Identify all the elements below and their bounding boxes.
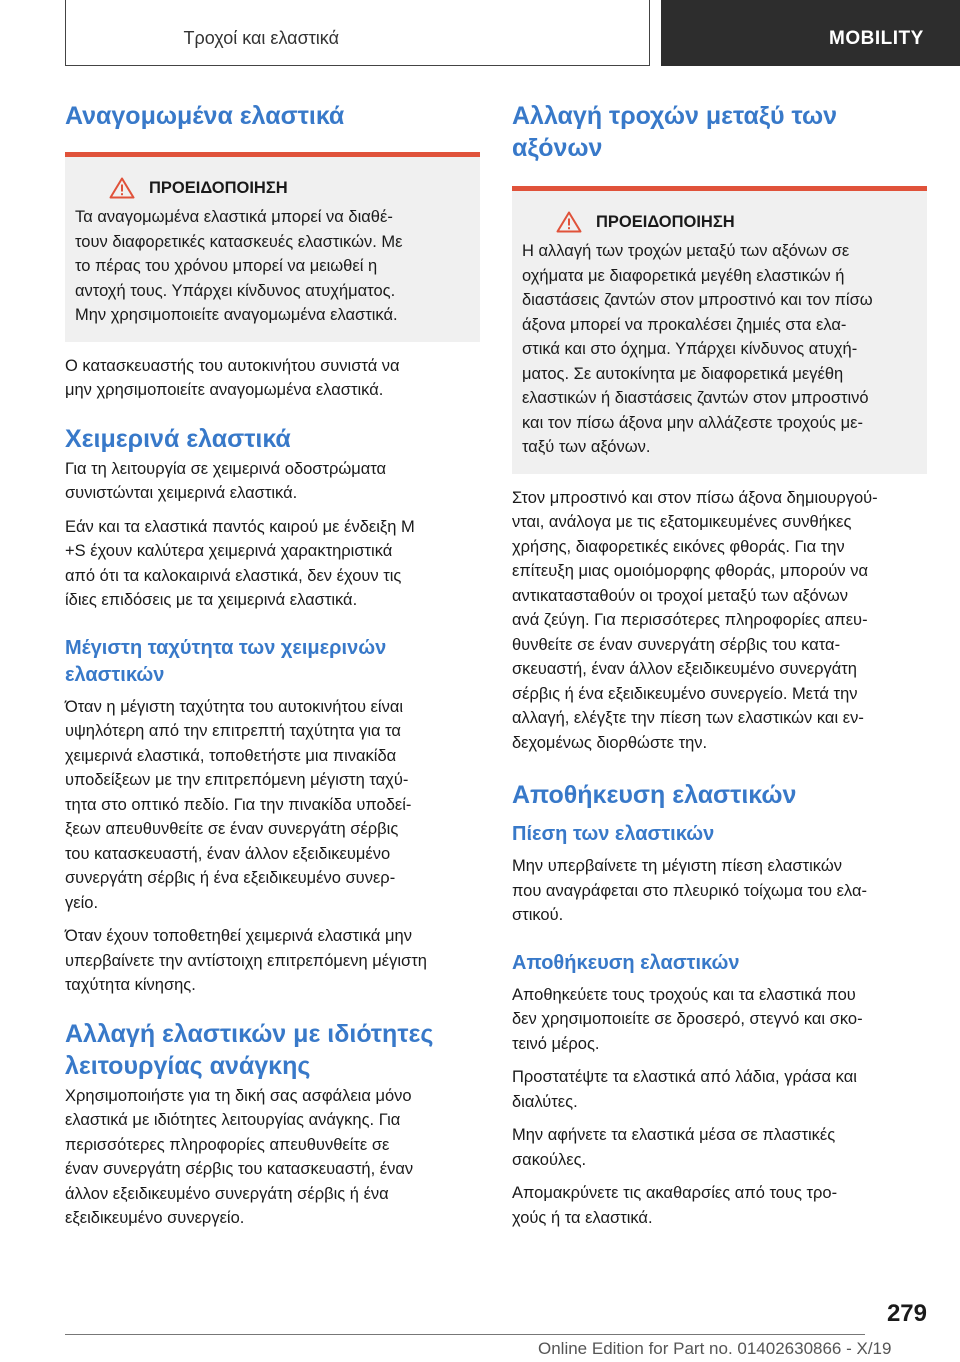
paragraph: Προστατέψτε τα ελαστικά από λάδια, γράσα και διαλύτες. (512, 1068, 857, 1111)
warning-header (522, 211, 913, 233)
heading-tire-storage: Αποθήκευση ελαστικών (512, 781, 797, 809)
left-column (65, 100, 480, 1240)
heading-retreaded-tires: Αναγομωμένα ελαστικά (65, 102, 345, 130)
paragraph: Ο κατασκευαστής του αυτοκινήτου συνιστά να μην χρησιμοποιείτε αναγομωμένα ελαστικά. (65, 356, 400, 399)
heading-tire-storage-sub: Αποθήκευση ελαστικών (512, 951, 740, 974)
paragraph: Απομακρύνετε τις ακαθαρσίες από τους τρο- χούς ή τα ελαστικά. (512, 1184, 838, 1227)
warning-triangle-icon (556, 211, 582, 233)
heading-run-flat-tires: Αλλαγή ελαστικών με ιδιότητες λειτουργίας ανάγκης (65, 1019, 434, 1080)
paragraph: Για τη λειτουργία σε χειμερινά οδοστρώματα συνιστώνται χειμερινά ελαστικά. (65, 459, 387, 502)
heading-wheel-rotation: Αλλαγή τροχών μεταξύ των αξόνων (512, 102, 837, 162)
warning-text: Τα αναγομωμένα ελαστικά μπορεί να διαθέ- τουν διαφορετικές κατασκευές ελαστικών. Με το πέρας του χρόνου μπορεί να μειωθεί η αντοχή τους. Υπάρχει κίνδυνος ατυχήματος. Μην χρησιμοποιείτε αναγομωμένα ελαστικά. (75, 208, 403, 324)
warning-triangle-icon (109, 177, 135, 199)
warning-title: ΠΡΟΕΙΔΟΠΟΙΗΣΗ (596, 212, 735, 231)
right-column (512, 100, 927, 1239)
paragraph: Όταν η μέγιστη ταχύτητα του αυτοκινήτου είναι υψηλότερη από την επιτρεπτή ταχύτητα για τα χειμερινά ελαστικά, τοποθετήστε μια πινακίδα υποδείξεων με την επιτρεπόμενη μέγιστη ταχύ- τητα στο οπτικό πεδίο. Για την πινακίδα υποδεί- ξεων απευθυνθείτε σε έναν συνεργάτη σέρβις του κατασκευαστή, έναν άλλον εξειδικευμένο συνεργάτη σέρβις ή ένα εξειδικευμένο συνερ- γείο. (65, 697, 412, 912)
paragraph: Όταν έχουν τοποθετηθεί χειμερινά ελαστικά μην υπερβαίνετε την αντίστοιχη επιτρεπόμενη μέγιστη ταχύτητα κίνησης. (65, 927, 427, 994)
warning-box (65, 152, 480, 342)
warning-header (75, 177, 466, 199)
paragraph: Μην αφήνετε τα ελαστικά μέσα σε πλαστικές σακούλες. (512, 1126, 836, 1169)
page-number: 279 (886, 1300, 927, 1327)
header-tab (65, 0, 650, 66)
footer-edition: Online Edition for Part no. 01402630866 - X/19 (538, 1339, 892, 1358)
header-section-title: Τροχοί και ελαστικά (183, 28, 339, 48)
paragraph: Αποθηκεύετε τους τροχούς και τα ελαστικά που δεν χρησιμοποιείτε σε δροσερό, στεγνό και σκο- τεινό μέρος. (512, 985, 863, 1053)
warning-box (512, 186, 927, 474)
paragraph: Μην υπερβαίνετε τη μέγιστη πίεση ελαστικών που αναγράφεται στο πλευρικό τοίχωμα του ελα- στικού. (512, 857, 867, 924)
paragraph: Χρησιμοποιήστε για τη δική σας ασφάλεια μόνο ελαστικά με ιδιότητες λειτουργίας ανάγκης. Για περισσότερες πληροφορίες απευθυνθείτε σε έναν συνεργάτη σέρβις του κατασκευαστή, έναν άλλον εξειδικευμένο συνεργάτη σέρβις ή ένα εξειδικευμένο συνεργείο. (65, 1086, 414, 1227)
header-chapter: MOBILITY (661, 0, 960, 66)
heading-winter-max-speed: Μέγιστη ταχύτητα των χειμερινών ελαστικών (65, 636, 387, 686)
footer-divider (65, 1334, 865, 1335)
warning-text: Η αλλαγή των τροχών μεταξύ των αξόνων σε οχήματα με διαφορετικά μεγέθη ελαστικών ή διαστάσεις ζαντών στον μπροστινό και τον πίσω άξονα μπορεί να προκαλέσει ζημιές στα ελα- στικά και στο όχημα. Υπάρχει κίνδυνος ατυχή- ματος. Σε αυτοκίνητα με διαφορετικά μεγέθη ελαστικών ή διαστάσεις ζαντών στον μπροστινό και τον πίσω άξονα μην αλλάζεστε τροχούς με- ταξύ των αξόνων. (522, 242, 873, 456)
heading-tire-pressure: Πίεση των ελαστικών (512, 823, 715, 845)
heading-winter-tires: Χειμερινά ελαστικά (65, 424, 291, 453)
paragraph: Εάν και τα ελαστικά παντός καιρού με ένδειξη M +S έχουν καλύτερα χειμερινά χαρακτηριστικά από ότι τα καλοκαιρινά ελαστικά, δεν έχουν τις ίδιες επιδόσεις με τα χειμερινά ελαστικά. (65, 517, 415, 609)
paragraph: Στον μπροστινό και στον πίσω άξονα δημιουργού- νται, ανάλογα με τις εξατομικευμένες συνθήκες χρήσης, διαφορετικές εικόνες φθοράς. Για την επίτευξη μιας ομοιόμορφης φθοράς, μπορούν να αντικατασταθούν οι τροχοί μεταξύ των αξόνων ανά ζεύγη. Για περισσότερες πληροφορίες απευ- θυνθείτε σε έναν συνεργάτη σέρβις του κατα- σκευαστή, έναν άλλον εξειδικευμένο συνεργάτη σέρβις ή ένα εξειδικευμένο συνεργείο. Μετά την αλλαγή, ελέγξτε την πίεση των ελαστικών και εν- δεχομένως διορθώστε την. (512, 488, 878, 752)
warning-title: ΠΡΟΕΙΔΟΠΟΙΗΣΗ (149, 178, 288, 197)
